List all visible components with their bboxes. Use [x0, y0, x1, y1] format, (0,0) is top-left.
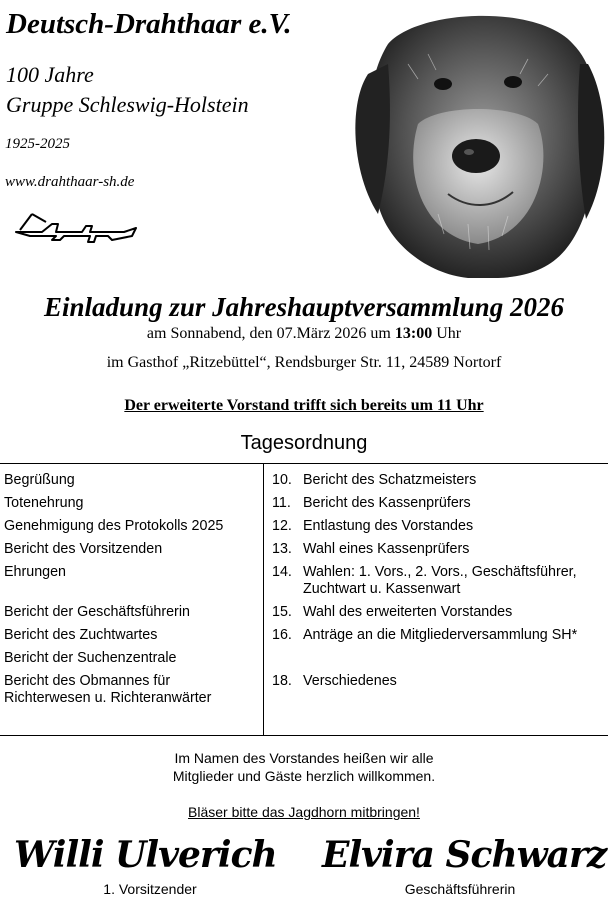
agenda-item-number: 16. [272, 627, 292, 643]
agenda-item-text-continued: Richterwesen u. Richteranwärter [4, 690, 212, 706]
agenda-item-number: 14. [272, 564, 292, 580]
agenda-title: Tagesordnung [240, 432, 368, 454]
agenda-item-text: Totenehrung [4, 495, 84, 511]
agenda-item-text: Anträge an die Mitgliederversammlung SH* [303, 627, 578, 643]
agenda-item [4, 472, 75, 489]
drahthaar-dog-portrait-icon [348, 4, 608, 279]
board-meeting-note: Der erweiterte Vorstand trifft sich bereits um 11 Uhr [124, 397, 484, 414]
agenda-item [4, 604, 190, 621]
meeting-date-line [0, 325, 608, 343]
agenda-item-number: 13. [272, 541, 292, 557]
website-link[interactable]: www.drahthaar-sh.de [5, 174, 135, 190]
agenda-item-text: Wahl des erweiterten Vorstandes [303, 604, 513, 620]
chairman-role: 1. Vorsitzender [103, 881, 197, 897]
agenda-item-text: Begrüßung [4, 472, 75, 488]
agenda-item-text: Bericht des Vorsitzenden [4, 541, 163, 557]
agenda-item-number: 11. [272, 495, 291, 511]
agenda-table [0, 463, 608, 736]
agenda-item-text: Genehmigung des Protokolls 2025 [4, 518, 224, 534]
agenda-item [4, 495, 84, 512]
anniversary-years: 100 Jahre [6, 62, 94, 87]
invitation-headline: Einladung zur Jahreshauptversammlung 2026 [44, 292, 564, 322]
agenda-item-text: Wahl eines Kassenprüfers [303, 541, 470, 557]
agenda-item-text: Bericht der Suchenzentrale [4, 650, 177, 666]
year-span: 1925-2025 [5, 136, 70, 152]
agenda-item [4, 518, 223, 535]
agenda-item [4, 650, 176, 667]
agenda-item-number: 18. [272, 673, 292, 689]
agenda-item [4, 564, 66, 581]
date-prefix: am Sonnabend, den 07.März 2026 um [146, 325, 395, 342]
agenda-item-text: Bericht des Zuchtwartes [4, 627, 158, 643]
date-suffix: Uhr [432, 325, 462, 342]
agenda-item-number: 15. [272, 604, 292, 620]
agenda-item-text: Wahlen: 1. Vors., 2. Vors., Geschäftsführer, [303, 564, 577, 580]
manager-role: Geschäftsführerin [404, 881, 516, 897]
group-name: Gruppe Schleswig-Holstein [6, 92, 249, 117]
agenda-item [4, 541, 162, 558]
welcome-text-line-2: Mitglieder und Gäste herzlich willkommen. [172, 768, 436, 784]
agenda-item-text: Bericht des Obmannes für [4, 673, 171, 689]
agenda-item [4, 673, 211, 707]
horn-reminder: Bläser bitte das Jagdhorn mitbringen! [188, 804, 420, 820]
signature-manager: Elvira Schwarz [322, 834, 607, 876]
shotgun-emblem-icon [12, 206, 138, 246]
agenda-item-text: Bericht der Geschäftsführerin [4, 604, 190, 620]
meeting-venue: im Gasthof „Ritzebüttel“, Rendsburger Str. 11, 24589 Nortorf [106, 354, 502, 371]
agenda-item [4, 627, 157, 644]
agenda-item-text: Bericht des Schatzmeisters [303, 472, 477, 488]
signature-chairman: Willi Ulverich [14, 834, 277, 876]
organization-title: Deutsch-Drahthaar e.V. [6, 8, 292, 40]
agenda-item-text-continued: Zuchtwart u. Kassenwart [303, 581, 461, 597]
agenda-column-divider [263, 464, 264, 735]
agenda-item-number: 10. [272, 472, 292, 488]
agenda-item-text: Ehrungen [4, 564, 67, 580]
agenda-item-text: Entlastung des Vorstandes [303, 518, 474, 534]
meeting-time: 13:00 [394, 325, 433, 342]
agenda-item [272, 564, 608, 604]
welcome-text-line-1: Im Namen des Vorstandes heißen wir alle [174, 750, 434, 766]
agenda-item-number: 12. [272, 518, 292, 534]
agenda-item-text: Bericht des Kassenprüfers [303, 495, 471, 511]
agenda-item-text: Verschiedenes [303, 673, 397, 689]
